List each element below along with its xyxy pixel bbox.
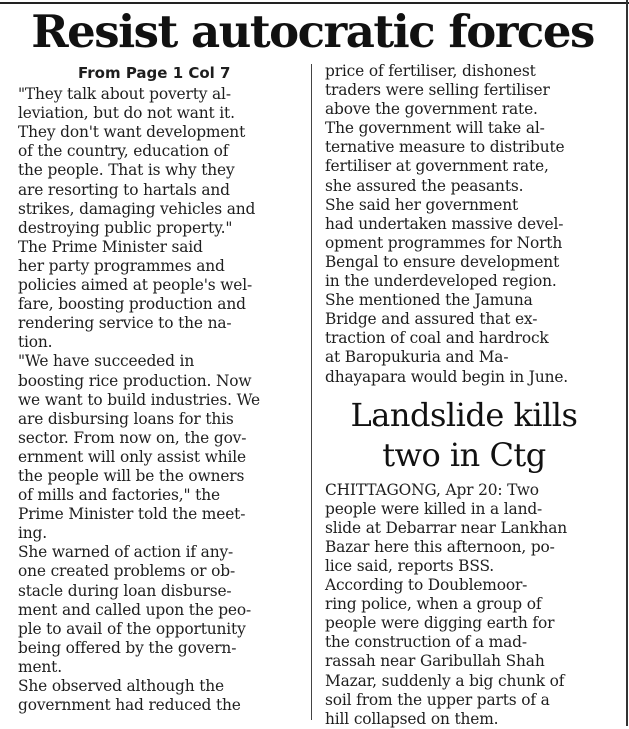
text-line: ernment will only assist while bbox=[18, 447, 246, 466]
text-line: had undertaken massive devel- bbox=[325, 214, 564, 233]
text-line: ple to avail of the opportunity bbox=[18, 619, 246, 638]
jump-line: From Page 1 Col 7 bbox=[78, 64, 231, 82]
text-line: people were killed in a land- bbox=[325, 499, 543, 518]
left-column bbox=[18, 64, 300, 715]
text-line: rassah near Garibullah Shah bbox=[325, 652, 545, 671]
clipping-edge bbox=[626, 0, 628, 726]
left-column-body bbox=[18, 85, 300, 715]
text-line: ment. bbox=[18, 657, 62, 676]
text-line: being offered by the govern- bbox=[18, 638, 237, 657]
text-line: government had reduced the bbox=[18, 696, 241, 715]
text-line: traction of coal and hardrock bbox=[325, 329, 549, 348]
text-line: lice said, reports BSS. bbox=[325, 556, 495, 575]
text-line: She mentioned the Jamuna bbox=[325, 291, 533, 310]
text-line: in the underdeveloped region. bbox=[325, 272, 557, 291]
text-line: ring police, when a group of bbox=[325, 595, 542, 614]
text-line: she assured the peasants. bbox=[325, 176, 524, 195]
text-line: are resorting to hartals and bbox=[18, 180, 230, 199]
text-line: Prime Minister told the meet- bbox=[18, 505, 246, 524]
text-line: Bazar here this afternoon, po- bbox=[325, 537, 555, 556]
top-rule bbox=[0, 2, 629, 4]
text-line: at Baropukuria and Ma- bbox=[325, 348, 509, 367]
text-line: Bridge and assured that ex- bbox=[325, 310, 538, 329]
text-line: above the government rate. bbox=[325, 100, 538, 119]
sub-headline bbox=[325, 395, 603, 475]
text-line: fare, boosting production and bbox=[18, 295, 246, 314]
text-line: fertiliser at government rate, bbox=[325, 157, 549, 176]
text-line: The Prime Minister said bbox=[18, 237, 203, 256]
text-line: Mazar, suddenly a big chunk of bbox=[325, 671, 565, 690]
text-line: rendering service to the na- bbox=[18, 314, 232, 333]
text-line: destroying public property." bbox=[18, 218, 233, 237]
text-line: slide at Debarrar near Lankhan bbox=[325, 518, 568, 537]
text-line: ternative measure to distribute bbox=[325, 138, 565, 157]
text-line: The government will take al- bbox=[325, 119, 545, 138]
text-line: leviation, but do not want it. bbox=[18, 104, 235, 123]
text-line: one created problems or ob- bbox=[18, 562, 236, 581]
text-line: tion. bbox=[18, 333, 53, 352]
text-line: the people will be the owners bbox=[18, 466, 245, 485]
text-line: dhayapara would begin in June. bbox=[325, 367, 569, 386]
text-line: strikes, damaging vehicles and bbox=[18, 199, 256, 218]
text-line: ing. bbox=[18, 524, 47, 543]
text-line: She observed although the bbox=[18, 677, 224, 695]
text-line: policies aimed at people's wel- bbox=[18, 276, 253, 295]
text-line: They don't want development bbox=[18, 123, 246, 142]
sub-headline-line-2: two in Ctg bbox=[382, 435, 546, 474]
text-line: soil from the upper parts of a bbox=[325, 690, 550, 709]
text-line: opment programmes for North bbox=[325, 233, 563, 252]
right-column-body-top bbox=[325, 62, 603, 387]
text-line: "We have succeeded in bbox=[18, 352, 195, 371]
text-line: She said her government bbox=[325, 195, 519, 214]
text-line: people were digging earth for bbox=[325, 614, 555, 633]
text-line: According to Doublemoor- bbox=[325, 576, 528, 595]
text-line: sector. From now on, the gov- bbox=[18, 428, 247, 447]
right-column bbox=[325, 62, 603, 729]
text-line: her party programmes and bbox=[18, 256, 225, 275]
column-divider bbox=[311, 64, 312, 720]
right-column-body-bottom bbox=[325, 481, 603, 729]
text-line: price of fertiliser, dishonest bbox=[325, 62, 536, 80]
text-line: Bengal to ensure development bbox=[325, 252, 560, 271]
text-line: boosting rice production. Now bbox=[18, 371, 252, 390]
text-line: the people. That is why they bbox=[18, 161, 235, 180]
text-line: we want to build industries. We bbox=[18, 390, 260, 409]
text-line: ment and called upon the peo- bbox=[18, 600, 252, 619]
text-line: stacle during loan disburse- bbox=[18, 581, 232, 600]
text-line: "They talk about poverty al- bbox=[18, 85, 231, 104]
headline: Resist autocratic forces bbox=[31, 5, 594, 58]
sub-headline-line-1: Landslide kills bbox=[350, 395, 578, 434]
text-line: of mills and factories," the bbox=[18, 486, 220, 505]
text-line: CHITTAGONG, Apr 20: Two bbox=[325, 480, 539, 499]
text-line: are disbursing loans for this bbox=[18, 409, 234, 428]
text-line: hill collapsed on them. bbox=[325, 709, 499, 728]
text-line: She warned of action if any- bbox=[18, 543, 234, 562]
text-line: of the country, education of bbox=[18, 142, 229, 161]
text-line: traders were selling fertiliser bbox=[325, 81, 550, 100]
text-line: the construction of a mad- bbox=[325, 633, 527, 652]
